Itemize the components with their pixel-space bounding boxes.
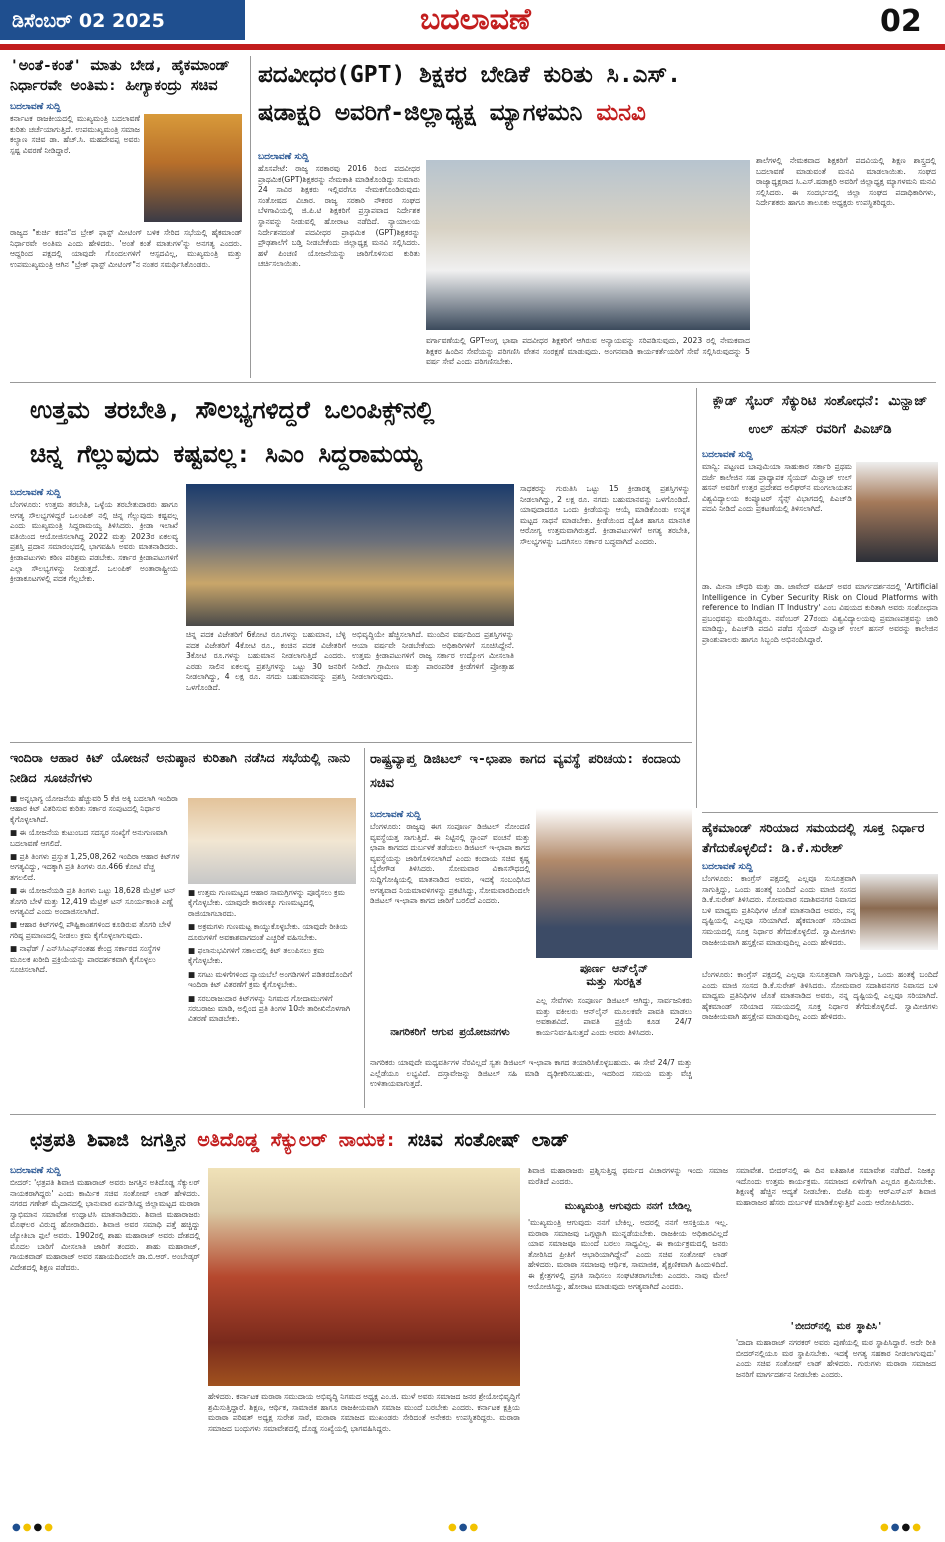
story-6-sub-text: ಎಲ್ಲ ಸೇವೆಗಳು ಸಂಪೂರ್ಣ ಡಿಜಿಟಲ್ ಆಗಿದ್ದು, ಸಾರ್ವಜನಿಕರು ಮತ್ತು ವಕೀಲರು ಆನ್‌ಲೈನ್ ಮೂಲಕವೇ ಪಾವತಿ ಮಾಡಲು ಅವಕಾಶವಿದೆ. ಪಾವತಿ ಪ್ರಕ್ರಿಯೆ ಕೂಡ 24/7 ಕಾರ್ಯನಿರ್ವಹಿಸುತ್ತದೆ ಎಂದು ಅವರು ತಿಳಿಸಿದರು. — [536, 996, 692, 1037]
story-8-col4-b: 'ದಾದಾ ಮಹಾರಾಜ್ ನಗರಕರ್ ಅವರು ಪುಣೆಯಲ್ಲಿ ಮಠ ಸ್ಥಾಪಿಸಿದ್ದಾರೆ. ಅದೇ ರೀತಿ ಬೀದರ್‌ನಲ್ಲಿಯೂ ಮಠ ಸ್ಥಾಪಿಸಬೇಕು. ಇದಕ್ಕೆ ಅಗತ್ಯ ಸಹಕಾರ ನೀಡಲಾಗುವುದು' ಎಂದು ಸಚಿವ ಸಂತೋಷ್ ಲಾಡ್ ಹೇಳಿದರು. ಗುರುಗಳು ಮರಾಠಾ ಸಮಾಜದ ಜನರಿಗೆ ಮಾರ್ಗದರ್ಶನ ನೀಡಬೇಕು ಎಂದರು. — [736, 1338, 936, 1379]
story-4-lead: ಮಾನ್ವಿ: ಪಟ್ಟಣದ ಬಾಪುಮಿಯಾ ಸಾಹುಕಾರ ಸರ್ಕಾರಿ ಪ್ರಥಮ ದರ್ಜೆ ಕಾಲೇಜಿನ ಸಹ ಪ್ರಾಧ್ಯಾಪಕ ಸೈಯದ್ ಮಿನ್ಹಾಜ್ ಉಲ್ ಹಸನ್ ಅವರಿಗೆ ಉತ್ತರ ಪ್ರದೇಶದ ಅಲಿಘರ್‌ನ ಮಂಗಲಾಯತನ ವಿಶ್ವವಿದ್ಯಾಲಯ ಕಂಪ್ಯೂಟರ್ ಸೈನ್ಸ್ ವಿಭಾಗದಲ್ಲಿ ಪಿಎಚ್‌ಡಿ ಪದವಿ ನೀಡಿದೆ ಎಂದು ಪ್ರಕಟಣೆಯಲ್ಲಿ ತಿಳಿಸಲಾಗಿದೆ. — [702, 462, 852, 514]
bullet-item: ■ ಸಗಟು ಮಳಿಗೆಗಳಿಂದ ನ್ಯಾಯಬೆಲೆ ಅಂಗಡಿಗಳಿಗೆ ಪಡಿತರದೊಂದಿಗೆ ಇಂದಿರಾ ಕಿಟ್ ವಿತರಣೆಗೆ ಕ್ರಮ ಕೈಗೊಳ್ಳಬೇಕು. — [188, 969, 353, 990]
story-3-col3: ಅಭಿವೃದ್ಧಿಯೇ ಹೆಚ್ಚಿಸಲಾಗಿದೆ. ಮುಂದಿನ ವರ್ಷದಿಂದ ಪ್ರಶಸ್ತಿಗಳನ್ನು ಆಯಾ ವರ್ಷವೇ ನೀಡಬೇಕೆಂದು ಅಧಿಕಾರಿಗಳಿಗೆ ಸೂಚಿಸಿದ್ದೇನೆ. ಉತ್ತಮ ಕ್ರೀಡಾಪಟುಗಳಿಗೆ ರಾಜ್ಯ ಸರ್ಕಾರ ಉದ್ಯೋಗ ಮೀಸಲಾತಿ ನೀಡಿದೆ. ಗ್ರಾಮೀಣ ಮತ್ತು ಪಾರಂಪರಿಕ ಕ್ರೀಡೆಗಳಿಗೆ ಪ್ರೋತ್ಸಾಹ ನೀಡಲಾಗುವುದು. — [352, 630, 514, 682]
divider — [364, 748, 365, 1108]
story-1-body: ರಾಜ್ಯದ "ಕುರ್ಚಿ ಕದನ"ದ ಬ್ರೇಕ್ ಫಾಸ್ಟ್ ಮೀಟಿಂಗ್ ಬಳಿಕ ಸೇರಿದ ಸಭೆಯಲ್ಲಿ ಹೈಕಮಾಂಡ್ ನಿರ್ಧಾರವೇ ಅಂತಿಮ ಎಂದು ಹೇಳಿದರು. 'ಅಂತೆ ಕಂತೆ ಮಾತುಗಳ'ನ್ನು ಅನಗತ್ಯ ಎಂದರು. ಆದ್ದರಿಂದ ಪಕ್ಷದಲ್ಲಿ ಯಾವುದೇ ಗೊಂದಲಗಳಿಗೆ ಆಸ್ಪದವಿಲ್ಲ, ಮುಖ್ಯಮಂತ್ರಿ ಮತ್ತು ಉಪಮುಖ್ಯಮಂತ್ರಿ ಆಗಿನ "ಬ್ರೇಕ್ ಫಾಸ್ಟ್ ಮೀಟಿಂಗ್"ನ ನಂತರ ಸಮರ್ಥಿಸಿಕೊಂಡರು. — [10, 228, 242, 269]
masthead-rule — [0, 44, 945, 50]
politician-photo — [860, 874, 938, 950]
story-8-headline-part1: ಛತ್ರಪತಿ ಶಿವಾಜಿ ಜಗತ್ತಿನ — [30, 1129, 186, 1151]
story-6-photo-caption-line1: ಪೂರ್ಣ ಆನ್‌ಲೈನ್ — [579, 962, 648, 975]
masthead-title: ಬದಲಾವಣೆ — [420, 2, 531, 37]
story-5-left-bullets — [10, 794, 180, 1106]
story-8-col3: 'ಮುಖ್ಯಮಂತ್ರಿ ಆಗುವುದು ನನಗೆ ಬೇಕಿಲ್ಲ. ಅದರಲ್ಲಿ ನನಗೆ ಆಸಕ್ತಿಯೂ ಇಲ್ಲ. ಮರಾಠಾ ಸಮಾಜವು ಒಗ್ಗಟ್ಟಾಗಿ ಮುನ್ನಡೆಯಬೇಕು. ರಾಜಕೀಯ ಅಧಿಕಾರವಿಲ್ಲದೆ ಯಾವ ಸಮಾಜವೂ ಮುಂದೆ ಬರಲು ಸಾಧ್ಯವಿಲ್ಲ. ಈ ಕಾರ್ಯಕ್ರಮದಲ್ಲಿ ಜನರು ತೋರಿಸಿದ ಪ್ರೀತಿಗೆ ಆಭಾರಿಯಾಗಿದ್ದೇನೆ' ಎಂದು ಸಚಿವ ಸಂತೋಷ್ ಲಾಡ್ ಹೇಳಿದರು. ಮರಾಠಾ ಸಮಾಜವು ಆರ್ಥಿಕ, ಸಾಮಾಜಿಕ, ಶೈಕ್ಷಣಿಕವಾಗಿ ಹಿಂದುಳಿದಿದೆ. ಈ ಕ್ಷೇತ್ರಗಳಲ್ಲಿ ಪ್ರಗತಿ ಸಾಧಿಸಲು ಸಂಘಟಿತರಾಗಬೇಕು ಎಂದರು. ನಾವು ಮೇಲೆ ಆಯೋಜಿಸಿದ್ದು, ಹೋರಾಟ ಮಾಡುವುದು ಅಗತ್ಯವಾಗಿದೆ ಎಂದರು. — [528, 1218, 728, 1291]
bullet-item: ■ ಫಲಾನುಭವಿಗಳಿಗೆ ಸಕಾಲದಲ್ಲಿ ಕಿಟ್ ತಲುಪಿಸಲು ಕ್ರಮ ಕೈಗೊಳ್ಳಬೇಕು. — [188, 946, 325, 966]
story-6-subhead: ನಾಗರಿಕರಿಗೆ ಆಗುವ ಪ್ರಯೋಜನಗಳು — [390, 1027, 510, 1038]
story-2-headline — [258, 56, 936, 132]
story-2-headline-line2: ಷಡಾಕ್ಷರಿ ಅವರಿಗೆ-ಜಿಲ್ಲಾಧ್ಯಕ್ಷ ಮ್ಯಾಗಳಮನಿ — [258, 100, 583, 126]
story-2-byline: ಬದಲಾವಣೆ ಸುದ್ದಿ — [258, 152, 309, 162]
story-8-headline-highlight: ಅತಿದೊಡ್ಡ ಸೆಕ್ಯುಲರ್ ನಾಯಕ: — [197, 1129, 397, 1151]
story-7-byline: ಬದಲಾವಣೆ ಸುದ್ದಿ — [702, 862, 753, 872]
divider — [10, 382, 936, 383]
footer-dots-left: ●●●● — [12, 1522, 55, 1533]
story-1-headline: 'ಅಂತೆ-ಕಂತೆ' ಮಾತು ಬೇಡ, ಹೈಕಮಾಂಡ್ ನಿರ್ಧಾರವೇ ಅಂತಿಮ: ಹೀಗ್ಯಾಕಂದ್ರು ಸಚಿವ — [10, 58, 230, 94]
footer-dots-right: ●●●● — [880, 1522, 923, 1533]
bullet-item: ■ ಪ್ರತಿ ತಿಂಗಳು ಪ್ರಸ್ತುತ 1,25,08,262 ಇಂದಿರಾ ಆಹಾರ ಕಿಟ್‌ಗಳ ಅಗತ್ಯವಿದ್ದು, ಇದಕ್ಕಾಗಿ ಪ್ರತಿ ತಿಂಗಳು ರೂ.466 ಕೋಟಿ ವೆಚ್ಚ ತಗಲಲಿದೆ. — [10, 852, 180, 882]
story-3-headline — [10, 388, 690, 476]
awards-ceremony-photo — [186, 484, 514, 626]
divider — [702, 812, 938, 813]
bullet-item: ■ ಈ ಯೋಜನೆಯಡಿ ಪ್ರತಿ ತಿಂಗಳು ಒಟ್ಟು 18,628 ಮೆಟ್ರಿಕ್ ಟನ್ ತೊಗರಿ ಬೇಳೆ ಮತ್ತು 12,419 ಮೆಟ್ರಿಕ್ ಟನ್ ಸೂರ್ಯಕಾಂತಿ ಎಣ್ಣೆ ಅಗತ್ಯವಿದೆ ಎಂದು ಅಂದಾಜಿಸಲಾಗಿದೆ. — [10, 886, 176, 917]
divider — [10, 1114, 936, 1115]
bullet-item: ■ ಆಹಾರ ಕಿಟ್‌ಗಳಲ್ಲಿ ಪೌಷ್ಟಿಕಾಂಶಗಳಿಂದ ಕೂಡಿರುವ ತೊಗರಿ ಬೇಳೆ ಗರಿಷ್ಠ ಪ್ರಮಾಣದಲ್ಲಿ ನೀಡಲು ಕ್ರಮ ಕೈಗೊಳ್ಳಲಾಗುವುದು. — [10, 920, 171, 940]
story-8-col3-top: ಶಿವಾಜಿ ಮಹಾರಾಜರು ಪ್ರಶ್ನಿಸುತ್ತಿದ್ದ ಧರ್ಮದ ವಿಚಾರಗಳನ್ನು ಇಂದು ಸಮಾಜ ಮರೆತಿದೆ ಎಂದರು. — [528, 1166, 728, 1186]
story-7 — [702, 818, 938, 1108]
bullet-item: ■ ನಾಫೆಡ್ / ಎನ್‌ಸಿಸಿಎಫ್‌ನಂತಹ ಕೇಂದ್ರ ಸರ್ಕಾರದ ಸಂಸ್ಥೆಗಳ ಮೂಲಕ ಖರೀದಿ ಪ್ರಕ್ರಿಯೆಯನ್ನು ಪಾರದರ್ಶಕವಾಗಿ ಕೈಗೊಳ್ಳಲು ಸೂಚಿಸಲಾಗಿದೆ. — [10, 944, 161, 975]
story-1-byline: ಬದಲಾವಣೆ ಸುದ್ದಿ — [10, 102, 61, 112]
story-6-photo-caption-line2: ಮತ್ತು ಸುರಕ್ಷಿತ — [586, 975, 642, 989]
story-2-headline-highlight: ಮನವಿ — [596, 100, 646, 126]
story-3-headline-line1: ಉತ್ತಮ ತರಬೇತಿ, ಸೌಲಭ್ಯಗಳಿದ್ದರೆ ಒಲಂಪಿಕ್ಸ್‌ನಲ್ಲಿ — [30, 396, 435, 424]
story-1-lead: ಕರ್ನಾಟಕ ರಾಜಕೀಯದಲ್ಲಿ ಮುಖ್ಯಮಂತ್ರಿ ಬದಲಾವಣೆ ಕುರಿತು ಚರ್ಚೆಯಾಗುತ್ತಿದೆ. ಉಪಮುಖ್ಯಮಂತ್ರಿ ಸಮಾಜ ಕಲ್ಯಾಣ ಸಚಿವ ಡಾ. ಹೆಚ್.ಸಿ. ಮಹದೇವಪ್ಪ ಅವರು ಸ್ಪಷ್ಟ ವಿವರಣೆ ನೀಡಿದ್ದಾರೆ. — [10, 114, 140, 155]
story-8-byline: ಬದಲಾವಣೆ ಸುದ್ದಿ — [10, 1166, 61, 1176]
story-3-col4: ಸಾಧಕರನ್ನು ಗುರುತಿಸಿ ಒಟ್ಟು 15 ಕ್ರೀಡಾರತ್ನ ಪ್ರಶಸ್ತಿಗಳನ್ನು ನೀಡಲಾಗಿದ್ದು, 2 ಲಕ್ಷ ರೂ. ನಗದು ಬಹುಮಾನವನ್ನು ಒಳಗೊಂಡಿದೆ. ಯಾವುದಾದರೂ ಒಂದು ಕ್ರೀಡೆಯನ್ನು ಆಯ್ಕೆ ಮಾಡಿಕೊಂಡು ಉನ್ನತ ಮಟ್ಟದ ಸಾಧನೆ ಮಾಡಬೇಕು. ಕ್ರೀಡೆಯಿಂದ ದೈಹಿಕ ಹಾಗೂ ಮಾನಸಿಕ ಆರೋಗ್ಯ ಉತ್ತಮವಾಗಿರುತ್ತದೆ. ಕ್ರೀಡಾಪಟುಗಳಿಗೆ ಅಗತ್ಯ ತರಬೇತಿ, ಸೌಲಭ್ಯಗಳನ್ನು ಒದಗಿಸಲು ಸರ್ಕಾರ ಬದ್ಧವಾಗಿದೆ ಎಂದರು. — [520, 484, 690, 546]
story-6 — [370, 748, 692, 1108]
story-4-body: ಡಾ. ಮೀನಾ ಚೌಧರಿ ಮತ್ತು ಡಾ. ಜಾವೇದ್ ವಹೀದ್ ಅವರ ಮಾರ್ಗದರ್ಶನದಲ್ಲಿ 'Artificial Intelligence in Cyber Security Risk on Cloud Platforms with reference to Indian IT Industry' ಎಂಬ ವಿಷಯದ ಕುರಿತಾಗಿ ಅವರು ಸಂಶೋಧನಾ ಪ್ರಬಂಧವನ್ನು ಮಂಡಿಸಿದ್ದರು. ನವೆಂಬರ್ 27ರಂದು ವಿಶ್ವವಿದ್ಯಾಲಯವು ಪ್ರಮಾಣಪತ್ರವನ್ನು ಜಾರಿ ಮಾಡಿದ್ದು, ಪಿಎಚ್‌ಡಿ ಪದವಿ ಪಡೆದ ಸೈಯದ್ ಮಿನ್ಹಾಜ್ ಉಲ್ ಹಸನ್ ಅವರನ್ನು ಕಾಲೇಜಿನ ಪ್ರಾಂಶುಪಾಲರು ಹಾಗೂ ಸಿಬ್ಬಂದಿ ಅಭಿನಂದಿಸಿದ್ದಾರೆ. — [702, 582, 938, 644]
divider — [10, 742, 692, 743]
story-3-col2: ಚಿನ್ನ ಪದಕ ವಿಜೇತರಿಗೆ 6ಕೋಟಿ ರೂ.ಗಳನ್ನು ಬಹುಮಾನ, ಬೆಳ್ಳಿ ಪದಕ ವಿಜೇತರಿಗೆ 4ಕೋಟಿ ರೂ., ಕಂಚಿನ ಪದಕ ವಿಜೇತರಿಗೆ 3ಕೋಟಿ ರೂ.ಗಳನ್ನು ಬಹುಮಾನ ನೀಡಲಾಗುತ್ತಿದೆ ಎಂದರು. ಎರಡು ಸಾಲಿನ ಏಕಲವ್ಯ ಪ್ರಶಸ್ತಿಗಳನ್ನು ಒಟ್ಟು 30 ಜನರಿಗೆ ನೀಡಲಾಗಿದ್ದು, 4 ಲಕ್ಷ ರೂ. ನಗದು ಬಹುಮಾನವನ್ನು ಪ್ರಶಸ್ತಿ ಒಳಗೊಂಡಿದೆ. — [186, 630, 346, 692]
story-4-headline: ಕ್ಲೌಡ್ ಸೈಬರ್ ಸೆಕ್ಯುರಿಟಿ ಸಂಶೋಧನೆ: ಮಿನ್ಹಾಜ್ ಉಲ್ ಹಸನ್ ರವರಿಗೆ ಪಿಎಚ್‌ಡಿ — [712, 394, 928, 437]
story-1 — [10, 56, 242, 378]
story-6-byline: ಬದಲಾವಣೆ ಸುದ್ದಿ — [370, 810, 421, 820]
story-5-right-bullets — [188, 888, 358, 1106]
bullet-item: ■ ಉತ್ತಮ ಗುಣಮಟ್ಟದ ಆಹಾರ ಸಾಮಗ್ರಿಗಳನ್ನು ಪೂರೈಸಲು ಕ್ರಮ ಕೈಗೊಳ್ಳಬೇಕು. ಯಾವುದೇ ಕಾರಣಕ್ಕೂ ಗುಣಮಟ್ಟದಲ್ಲಿ ರಾಜಿಯಾಗಬಾರದು. — [188, 888, 346, 918]
bullet-item: ■ ಈ ಯೋಜನೆಯ ಕುಟುಂಬದ ಸದಸ್ಯರ ಸಂಖ್ಯೆಗೆ ಅನುಗುಣವಾಗಿ ಬದಲಾವಣೆ ಆಗಲಿದೆ. — [10, 828, 168, 848]
story-2-col1: ಹೊಸಪೇಟೆ: ರಾಜ್ಯ ಸರಕಾರವು 2016 ರಿಂದ ಪದವೀಧರ ಪ್ರಾಥಮಿಕ(GPT)ಶಿಕ್ಷಕರನ್ನು ನೇಮಕಾತಿ ಮಾಡಿಕೊಂಡಿದ್ದು ಸುಮಾರು 24 ಸಾವಿರ ಶಿಕ್ಷಕರು ಇಲ್ಲಿವರೆಗೂ ನೇಮಕಗೊಂಡಿರುವುದು ಸಂತೋಷದ ವಿಚಾರ. ರಾಜ್ಯ ಸರಕಾರಿ ನೌಕರರ ಸಂಘದ ಬೆಳಗಾವಿಯಲ್ಲಿ ಜಿ.ಪಿ.ಟಿ ಶಿಕ್ಷಕರಿಗೆ ಪ್ರಸ್ತಾಪವಾದ ನಿರ್ದೇಶಕ ಸ್ಥಾನವನ್ನು ನೀಡುವಲ್ಲಿ ಹೋರಾಟ ನಡೆದಿದೆ. ನ್ಯಾಯಾಲಯ ನಿರ್ದೇಶನದಂತೆ ಪದವೀಧರ ಪ್ರಾಥಮಿಕ (GPT)ಶಿಕ್ಷಕರನ್ನು ಪ್ರೌಢಶಾಲೆಗೆ ಬಡ್ತಿ ನೀಡಬೇಕೆಂದು ಜಿಲ್ಲಾಧ್ಯಕ್ಷ ಮನವಿ ಸಲ್ಲಿಸಿದರು. ಹಳೆ ಪಿಂಚಣಿ ಯೋಜನೆಯನ್ನು ಜಾರಿಗೊಳಿಸುವ ಕುರಿತು ಚರ್ಚಿಸಲಾಯಿತು. — [258, 164, 420, 269]
story-3-headline-line2: ಚಿನ್ನ ಗೆಲ್ಲುವುದು ಕಷ್ಟವಲ್ಲ: ಸಿಎಂ ಸಿದ್ದರಾಮಯ್ಯ — [30, 440, 422, 468]
story-8-col1: ಬೀದರ್: 'ಛತ್ರಪತಿ ಶಿವಾಜಿ ಮಹಾರಾಜ್ ಅವರು ಜಗತ್ತಿನ ಅತಿದೊಡ್ಡ ಸೆಕ್ಯುಲರ್ ನಾಯಕರಾಗಿದ್ದರು' ಎಂದು ಕಾರ್ಮಿಕ ಸಚಿವ ಸಂತೋಷ್ ಲಾಡ್ ಹೇಳಿದರು. ನಗರದ ಗಣೇಶ್ ಮೈದಾನದಲ್ಲಿ ಭಾನುವಾರ ಏರ್ಪಡಿಸಿದ್ದ ಜಿಲ್ಲಾಮಟ್ಟದ ಮರಾಠಾ ಸ್ವಾಭಿಮಾನ ಸಮಾವೇಶ ಉದ್ಘಾಟಿಸಿ ಮಾತನಾಡಿದರು. ಶಿವಾಜಿ ಮಹಾರಾಜರು ಮೊಘಲರ ವಿರುದ್ಧ ಹೋರಾಡಿದರು. ಶಿವಾಜಿ ಅವರ ಸಮಾಧಿ ಪತ್ತೆ ಹಚ್ಚಿದ್ದು ಜ್ಯೋತಿಬಾ ಫುಲೆ ಅವರು. 1902ರಲ್ಲಿ ಶಾಹು ಮಹಾರಾಜ್ ಅವರು ದೇಶದಲ್ಲಿ ಮೊದಲ ಬಾರಿಗೆ ಮೀಸಲಾತಿ ಜಾರಿಗೆ ತಂದರು. ಶಾಹು ಮಹಾರಾಜ್, ಗಾಯಕವಾಡ್ ಮಹಾರಾಜ್ ಅವರ ಸಹಾಯದಿಂದಲೇ ಡಾ.ಬಿ.ಆರ್. ಅಂಬೇಡ್ಕರ್ ವಿದೇಶದಲ್ಲಿ ಶಿಕ್ಷಣ ಪಡೆದರು. — [10, 1178, 200, 1272]
story-2-headline-line1: ಪದವೀಧರ(GPT) ಶಿಕ್ಷಕರ ಬೇಡಿಕೆ ಕುರಿತು ಸಿ.ಎಸ್. — [258, 62, 681, 88]
story-4 — [702, 388, 938, 808]
teachers-group-photo — [426, 160, 750, 330]
story-8-headline — [10, 1120, 938, 1160]
story-5-headline: ಇಂದಿರಾ ಆಹಾರ ಕಿಟ್ ಯೋಜನೆ ಅನುಷ್ಠಾನ ಕುರಿತಾಗಿ ನಡೆಸಿದ ಸಭೆಯಲ್ಲಿ ನಾನು ನೀಡಿದ ಸೂಚನೆಗಳು — [10, 750, 351, 785]
page-number: 02 — [880, 4, 922, 39]
story-8-col2: ಹೇಳಿದರು. ಕರ್ನಾಟಕ ಮರಾಠಾ ಸಮುದಾಯ ಅಭಿವೃದ್ಧಿ ನಿಗಮದ ಅಧ್ಯಕ್ಷ ಎಂ.ಜಿ. ಮುಳೆ ಅವರು ಸಮಾಜದ ಜನರ ಶ್ರೇಯೋಭಿವೃದ್ಧಿಗೆ ಶ್ರಮಿಸುತ್ತಿದ್ದಾರೆ. ಶಿಕ್ಷಣ, ಆರ್ಥಿಕ, ಸಾಮಾಜಿಕ ಹಾಗೂ ರಾಜಕೀಯವಾಗಿ ಸಮಾಜ ಮುಂದೆ ಬರಬೇಕು ಎಂದರು. ಕರ್ನಾಟಕ ಕ್ಷತ್ರಿಯ ಮರಾಠಾ ಪರಿಷತ್ ಅಧ್ಯಕ್ಷ ಸುರೇಶ ಸಾಠೆ, ಮರಾಠಾ ಸಮಾಜದ ಮುಖಂಡರು ಸೇರಿದಂತೆ ಅನೇಕರು ಉಪಸ್ಥಿತರಿದ್ದರು. ಮರಾಠಾ ಸಮಾಜದ ಬಂಧುಗಳು ಸಮಾವೇಶದಲ್ಲಿ ದೊಡ್ಡ ಸಂಖ್ಯೆಯಲ್ಲಿ ಭಾಗವಹಿಸಿದ್ದರು. — [208, 1392, 520, 1433]
story-2-col3: ಶಾಲೆಗಳಲ್ಲಿ ನೇಮಕವಾದ ಶಿಕ್ಷಕರಿಗೆ ಪದವಿಯಲ್ಲಿ ಶಿಕ್ಷಣ ಶಾಸ್ತ್ರದಲ್ಲಿ ಬದಲಾವಣೆ ಮಾಡುವಂತೆ ಮನವಿ ಮಾಡಲಾಯಿತು. ಸಂಘದ ರಾಜ್ಯಾಧ್ಯಕ್ಷರಾದ ಸಿ.ಎಸ್.ಷಡಾಕ್ಷರಿ ಅವರಿಗೆ ಜಿಲ್ಲಾಧ್ಯಕ್ಷ ಮ್ಯಾಗಳಮನಿ ಮನವಿ ಸಲ್ಲಿಸಿದರು. ಈ ಸಂದರ್ಭದಲ್ಲಿ ಜಿಲ್ಲಾ ಸಂಘದ ಪದಾಧಿಕಾರಿಗಳು, ನಿರ್ದೇಶಕರು ಹಾಗೂ ತಾಲೂಕು ಅಧ್ಯಕ್ಷರು ಉಪಸ್ಥಿತರಿದ್ದರು. — [756, 156, 936, 208]
story-3-col1: ಬೆಂಗಳೂರು: ಉತ್ತಮ ತರಬೇತಿ, ಒಳ್ಳೆಯ ತರಬೇತುದಾರರು ಹಾಗೂ ಅಗತ್ಯ ಸೌಲಭ್ಯಗಳಿದ್ದರೆ ಒಲಂಪಿಕ್ ನಲ್ಲಿ ಚಿನ್ನ ಗೆಲ್ಲುವುದು ಕಷ್ಟವಲ್ಲ ಎಂದು ಮುಖ್ಯಮಂತ್ರಿ ಸಿದ್ದರಾಮಯ್ಯ ತಿಳಿಸಿದರು. ಕ್ರೀಡಾ ಇಲಾಖೆ ವತಿಯಿಂದ ಆಯೋಜಿಸಲಾಗಿದ್ದ 2022 ಮತ್ತು 2023ರ ಏಕಲವ್ಯ ಪ್ರಶಸ್ತಿ ಪ್ರದಾನ ಸಮಾರಂಭದಲ್ಲಿ ಭಾಗವಹಿಸಿ ಅವರು ಮಾತನಾಡಿದರು. ಕ್ರೀಡಾಪಟುಗಳು ಕಠಿಣ ಪರಿಶ್ರಮ ಪಡಬೇಕು. ಸರ್ಕಾರ ಕ್ರೀಡಾಪಟುಗಳಿಗೆ ಎಲ್ಲಾ ಸೌಲಭ್ಯಗಳನ್ನು ನೀಡುತ್ತದೆ. ಒಲಂಪಿಕ್ ಅಂತಾರಾಷ್ಟ್ರೀಯ ಕ್ರೀಡಾಕೂಟಗಳಲ್ಲಿ ಪದಕ ಗೆಲ್ಲಬೇಕು. — [10, 500, 178, 584]
rally-photo — [208, 1168, 520, 1386]
story-7-lead: ಬೆಂಗಳೂರು: ಕಾಂಗ್ರೆಸ್ ಪಕ್ಷದಲ್ಲಿ ಎಲ್ಲವೂ ಸುಸೂತ್ರವಾಗಿ ಸಾಗುತ್ತಿದ್ದು, ಒಂದು ಹಂತಕ್ಕೆ ಬಂದಿದೆ ಎಂದು ಮಾಜಿ ಸಂಸದ ಡಿ.ಕೆ.ಸುರೇಶ್ ತಿಳಿಸಿದರು. ಸೋಮವಾರ ಸದಾಶಿವನಗರ ನಿವಾಸದ ಬಳಿ ಮಾಧ್ಯಮ ಪ್ರತಿನಿಧಿಗಳ ಜೊತೆ ಮಾತನಾಡಿದ ಅವರು, ನನ್ನ ದೃಷ್ಟಿಯಲ್ಲಿ ಎಲ್ಲವೂ ಸರಿಯಾಗಿದೆ. ಹೈಕಮಾಂಡ್ ಸರಿಯಾದ ಸಮಯದಲ್ಲಿ ಸೂಕ್ತ ನಿರ್ಧಾರ ತೆಗೆದುಕೊಳ್ಳಲಿದೆ. ಸ್ವಾಮೀಜಿಗಳು ರಾಜಕೀಯವಾಗಿ ಹಸ್ತಕ್ಷೇಪ ಮಾಡುವುದಿಲ್ಲ ಎಂದು ಹೇಳಿದರು. — [702, 874, 856, 947]
story-7-body: ಬೆಂಗಳೂರು: ಕಾಂಗ್ರೆಸ್ ಪಕ್ಷದಲ್ಲಿ ಎಲ್ಲವೂ ಸುಸೂತ್ರವಾಗಿ ಸಾಗುತ್ತಿದ್ದು, ಒಂದು ಹಂತಕ್ಕೆ ಬಂದಿದೆ ಎಂದು ಮಾಜಿ ಸಂಸದ ಡಿ.ಕೆ.ಸುರೇಶ್ ತಿಳಿಸಿದರು. ಸೋಮವಾರ ಸದಾಶಿವನಗರ ನಿವಾಸದ ಬಳಿ ಮಾಧ್ಯಮ ಪ್ರತಿನಿಧಿಗಳ ಜೊತೆ ಮಾತನಾಡಿದ ಅವರು, ನನ್ನ ದೃಷ್ಟಿಯಲ್ಲಿ ಎಲ್ಲವೂ ಸರಿಯಾಗಿದೆ. ಹೈಕಮಾಂಡ್ ಸರಿಯಾದ ಸಮಯದಲ್ಲಿ ಸೂಕ್ತ ನಿರ್ಧಾರ ತೆಗೆದುಕೊಳ್ಳಲಿದೆ. ಸ್ವಾಮೀಜಿಗಳು ರಾಜಕೀಯವಾಗಿ ಹಸ್ತಕ್ಷೇಪ ಮಾಡುವುದಿಲ್ಲ ಎಂದು ಹೇಳಿದರು. — [702, 970, 938, 1022]
story-6-headline: ರಾಷ್ಟ್ರವ್ಯಾಪ್ತ ಡಿಜಿಟಲ್ ಇ-ಛಾಪಾ ಕಾಗದ ವ್ಯವಸ್ಥೆ ಪರಿಚಯ: ಕಂದಾಯ ಸಚಿವ — [370, 752, 681, 791]
bullet-item: ■ ಅನ್ನಭಾಗ್ಯ ಯೋಜನೆಯ ಹೆಚ್ಚುವರಿ 5 ಕೆಜಿ ಅಕ್ಕಿ ಬದಲಾಗಿ ಇಂದಿರಾ ಆಹಾರ ಕಿಟ್ ವಿತರಿಸುವ ಕುರಿತು ಸರ್ಕಾರ ಸಂಪುಟದಲ್ಲಿ ನಿರ್ಧಾರ ಕೈಗೊಳ್ಳಲಾಗಿದೆ. — [10, 794, 178, 824]
story-8-col3-subhead: ಮುಖ್ಯಮಂತ್ರಿ ಆಗುವುದು ನನಗೆ ಬೇಡಿಲ್ಲ — [564, 1201, 692, 1212]
story-5 — [10, 748, 360, 1108]
minister-photo — [536, 808, 692, 958]
story-2 — [258, 56, 936, 378]
story-8 — [10, 1120, 938, 1520]
scholar-photo — [856, 462, 938, 562]
minister-photo — [144, 114, 242, 222]
story-2-caption: ವರ್ಗಾವಣೆಯಲ್ಲಿ GPTಆಂಗ್ಲ ಭಾಷಾ ಪದವೀಧರ ಶಿಕ್ಷಕರಿಗೆ ಆಗಿರುವ ಅನ್ಯಾಯವನ್ನು ಸರಿಪಡಿಸುವುದು, 2023 ರಲ್ಲಿ ನೇಮಕವಾದ ಶಿಕ್ಷಕರ ಹಿಂದಿನ ಸೇವೆಯನ್ನು ಪರಿಗಣಿಸಿ ವೇತನ ಸಂರಕ್ಷಣೆ ಮಾಡುವುದು. ಅಂಗನವಾಡಿ ಕಾರ್ಯಕರ್ತೆಯರಿಗೆ ಸೇವೆ ಸಲ್ಲಿಸಿರುವುದನ್ನು 5 ವರ್ಷ ಸೇವೆ ಎಂದು ಪರಿಗಣಿಸಬೇಕು. — [426, 336, 750, 367]
story-6-subhead-body: ನಾಗರಿಕರು ಯಾವುದೇ ಮಧ್ಯವರ್ತಿಗಳ ನೆರವಿಲ್ಲದೆ ಸ್ವತಃ ಡಿಜಿಟಲ್ ಇ-ಛಾಪಾ ಕಾಗದ ತಯಾರಿಸಿಕೊಳ್ಳಬಹುದು. ಈ ಸೇವೆ 24/7 ಮತ್ತು ಎಲ್ಲೆಡೆಯೂ ಲಭ್ಯವಿದೆ. ದಸ್ತಾವೇಜನ್ನು ಡಿಜಿಟಲ್ ಸಹಿ ಮಾಡಿ ದೃಢೀಕರಿಸಬಹುದು, ಇದರಿಂದ ಸಮಯ ಮತ್ತು ವೆಚ್ಚ ಉಳಿತಾಯವಾಗುತ್ತದೆ. — [370, 1058, 692, 1089]
story-6-body: ಬೆಂಗಳೂರು: ರಾಜ್ಯವು ಈಗ ಸಂಪೂರ್ಣ ಡಿಜಿಟಲ್ ನೋಂದಣಿ ವ್ಯವಸ್ಥೆಯತ್ತ ಸಾಗುತ್ತಿದೆ. ಈ ನಿಟ್ಟಿನಲ್ಲಿ ಸ್ಟಾಂಪ್ ವಂಚನೆ ಮತ್ತು ಛಾಪಾ ಕಾಗದದ ದುರ್ಬಳಕೆ ತಡೆಯಲು ಡಿಜಿಟಲ್ ಇ-ಛಾಪಾ ಕಾಗದ ವ್ಯವಸ್ಥೆಯನ್ನು ಜಾರಿಗೊಳಿಸಲಾಗಿದೆ ಎಂದು ಕಂದಾಯ ಸಚಿವ ಕೃಷ್ಣ ಬೈರೇಗೌಡ ತಿಳಿಸಿದರು. ಸೋಮವಾರ ವಿಕಾಸಸೌಧದಲ್ಲಿ ಸುದ್ದಿಗೋಷ್ಠಿಯಲ್ಲಿ ಮಾತನಾಡಿದ ಅವರು, ಇದಕ್ಕೆ ಸಂಬಂಧಿಸಿದ ಅಗತ್ಯವಾದ ನಿಯಮಾವಳಿಗಳನ್ನು ಪ್ರಕಟಿಸಿದ್ದು, ಸೋಮವಾರದಿಂದಲೇ ಡಿಜಿಟಲ್ ಇ-ಛಾಪಾ ಕಾಗದ ಜಾರಿಗೆ ಬರಲಿದೆ ಎಂದರು. — [370, 822, 530, 906]
story-4-byline: ಬದಲಾವಣೆ ಸುದ್ದಿ — [702, 450, 753, 460]
story-8-col4-subhead: 'ಬೀದರ್‌ನಲ್ಲಿ ಮಠ ಸ್ಥಾಪಿಸಿ' — [789, 1321, 883, 1332]
story-8-col4: ಸಮಾವೇಶ. ಬೀದರ್‌ನಲ್ಲಿ ಈ ದಿನ ಐತಿಹಾಸಿಕ ಸಮಾವೇಶ ನಡೆದಿದೆ. ನಿಜಕ್ಕೂ ಇದೊಂದು ಉತ್ತಮ ಕಾರ್ಯಕ್ರಮ. ಸಮಾಜದ ಏಳಿಗೆಗಾಗಿ ಎಲ್ಲರೂ ಶ್ರಮಿಸಬೇಕು. ಶಿಕ್ಷಣಕ್ಕೆ ಹೆಚ್ಚಿನ ಆದ್ಯತೆ ನೀಡಬೇಕು. ಬಿಜೆಪಿ ಮತ್ತು ಆರ್‌ಎಸ್‌ಎಸ್ ಶಿವಾಜಿ ಮಹಾರಾಜರ ಹೆಸರು ದುರ್ಬಳಕೆ ಮಾಡಿಕೊಳ್ಳುತ್ತಿವೆ ಎಂದು ಆರೋಪಿಸಿದರು. — [736, 1166, 936, 1207]
bullet-item: ■ ಅಕ್ರಮಗಳು ಗುಣಮಟ್ಟ ಕಾಯ್ದುಕೊಳ್ಳಬೇಕು. ಯಾವುದೇ ರೀತಿಯ ದೂರುಗಳಿಗೆ ಅವಕಾಶವಾಗದಂತೆ ಎಚ್ಚರಿಕೆ ವಹಿಸಬೇಕು. — [188, 922, 348, 942]
story-3 — [10, 388, 690, 736]
story-3-byline: ಬದಲಾವಣೆ ಸುದ್ದಿ — [10, 488, 61, 498]
story-8-headline-part2: ಸಚಿವ ಸಂತೋಷ್ ಲಾಡ್ — [407, 1129, 569, 1151]
story-7-headline: ಹೈಕಮಾಂಡ್ ಸರಿಯಾದ ಸಮಯದಲ್ಲಿ ಸೂಕ್ತ ನಿರ್ಧಾರ ತೆಗೆದುಕೊಳ್ಳಲಿದೆ: ಡಿ.ಕೆ.ಸುರೇಶ್ — [702, 820, 925, 855]
divider — [250, 56, 251, 378]
footer-dots-center: ●●● — [448, 1522, 481, 1533]
divider — [696, 388, 697, 808]
bullet-item: ■ ಸರಬರಾಜುದಾರ ಕಿಟ್‌ಗಳನ್ನು ನಿಗಮದ ಗೋದಾಮುಗಳಿಗೆ ಸರಬರಾಜು ಮಾಡಿ, ಅಲ್ಲಿಂದ ಪ್ರತಿ ತಿಂಗಳ 10ನೇ ತಾರೀಖಿನೊಳಗಾಗಿ ವಿತರಣೆ ಮಾಡಬೇಕು. — [188, 993, 351, 1024]
issue-date: ಡಿಸೆಂಬರ್ 02 2025 — [0, 0, 245, 40]
meeting-photo — [188, 798, 356, 884]
